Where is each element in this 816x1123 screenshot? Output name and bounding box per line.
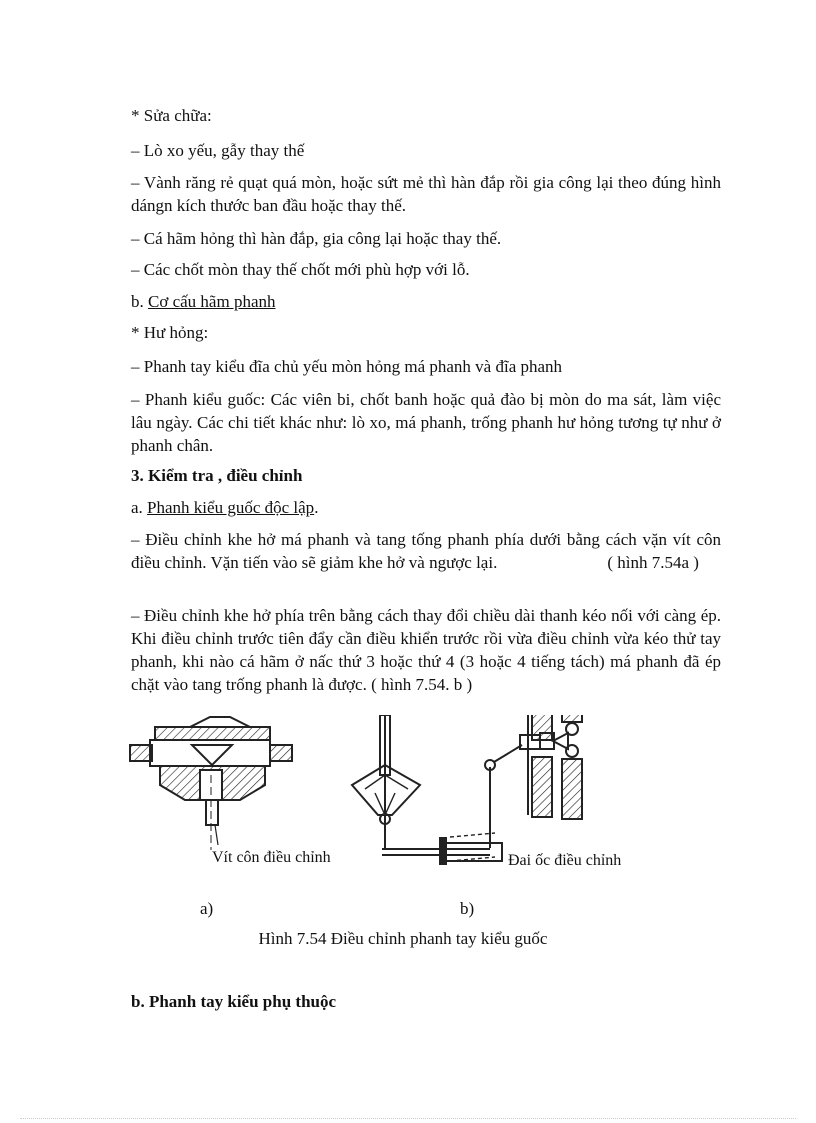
adjusting-nut-callout: Đai ốc điều chỉnh	[508, 852, 622, 869]
independent-shoe-title: Phanh kiểu guốc độc lập	[147, 498, 315, 517]
subsection-a-heading: a. Phanh kiểu guốc độc lập.	[131, 498, 319, 517]
damage-heading: * Hư hỏng:	[131, 323, 209, 342]
drawing-b-linkage	[352, 715, 582, 864]
cone-screw-callout: Vít côn điều chỉnh	[212, 849, 331, 866]
figure-caption: Hình 7.54 Điều chỉnh phanh tay kiểu guốc	[258, 929, 548, 948]
repair-item-pins: – Các chốt mòn thay thế chốt mới phù hợp với lỗ.	[131, 260, 470, 279]
subsection-b-heading: b. Cơ cấu hãm phanh	[131, 292, 276, 311]
subsection-b-dependent-heading: b. Phanh tay kiểu phụ thuộc	[131, 992, 337, 1011]
repair-heading: * Sửa chữa:	[131, 106, 212, 125]
sublabel-b: b)	[460, 899, 475, 918]
figure-7-54	[120, 715, 640, 885]
repair-item-spring: – Lò xo yếu, gẫy thay thế	[131, 141, 305, 160]
page-bottom-rule	[20, 1118, 796, 1119]
damage-item-shoe: – Phanh kiểu guốc: Các viên bi, chốt banh hoặc quả đào bị mòn do ma sát, làm việc lâu ngày. Các chi tiết khác như: lò xo, má phanh, trống phanh hư hỏng tương tự như ở phanh chân.	[131, 390, 721, 455]
repair-item-pawl: – Cá hãm hỏng thì hàn đắp, gia công lại hoặc thay thế.	[131, 229, 502, 248]
section-3-heading: 3. Kiểm tra , điều chỉnh	[131, 466, 303, 485]
adjust-lower-gap: – Điều chỉnh khe hở má phanh và tang tống phanh phía dưới bằng cách vặn vít côn điều chỉnh. Vặn tiến vào sẽ giảm khe hở và ngược lại. ( hình 7.54a )	[131, 530, 721, 572]
drawing-a-shoe-assembly	[130, 717, 292, 850]
adjust-upper-gap: – Điều chỉnh khe hở phía trên bằng cách thay đổi chiều dài thanh kéo nối với càng ép. Khi điều chỉnh trước tiên đẩy cần điều khiển trước rồi vừa điều chỉnh vừa kéo thử tay phanh, khi nào cá hãm ở nấc thứ 3 hoặc thứ 4 (3 hoặc 4 tiếng tách) má phanh đã ép chặt vào tang trống phanh là được. ( hình 7.54. b )	[131, 606, 721, 694]
repair-item-ring-gear: – Vành răng rẻ quạt quá mòn, hoặc sứt mẻ thì hàn đắp rồi gia công lại theo đúng hình dángn kích thước ban đầu hoặc thay thế.	[131, 173, 721, 215]
brake-mechanism-title: Cơ cấu hãm phanh	[148, 292, 276, 311]
sublabel-a: a)	[200, 899, 214, 918]
damage-item-disc: – Phanh tay kiểu đĩa chủ yếu mòn hỏng má phanh và đĩa phanh	[131, 357, 563, 376]
